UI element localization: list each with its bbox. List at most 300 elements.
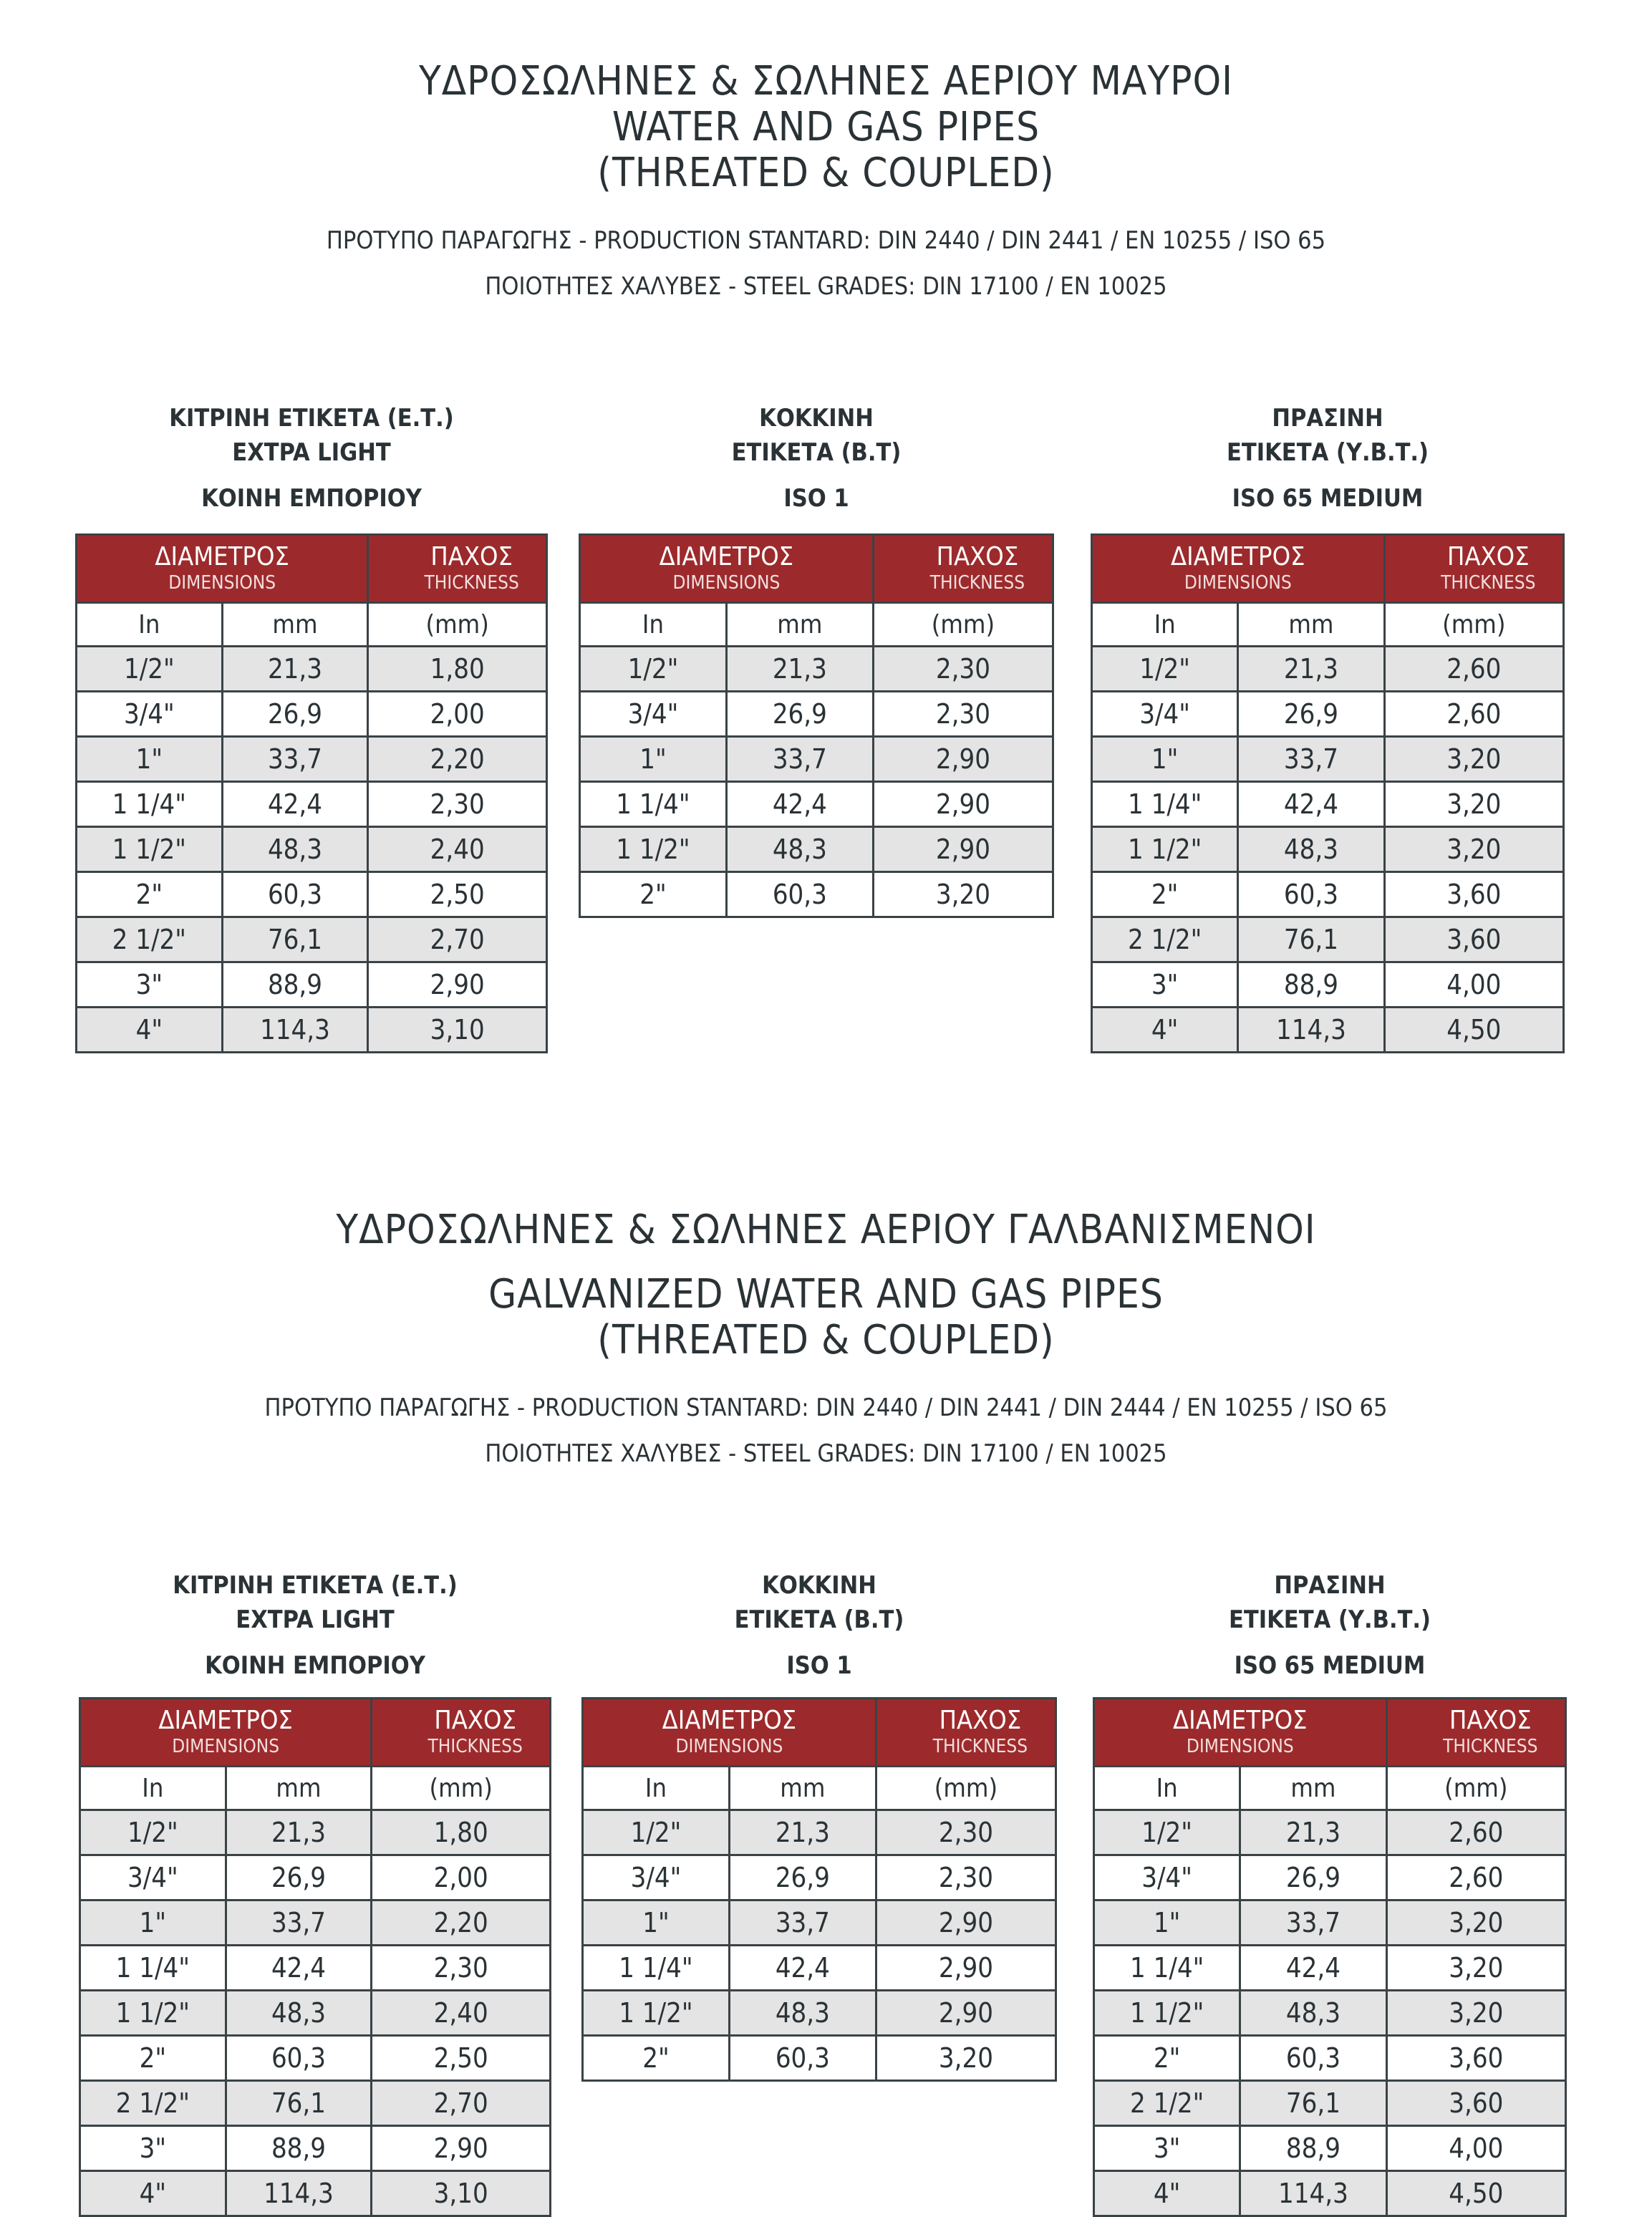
unit-thickness: (mm) bbox=[873, 603, 1053, 647]
size-inch: 3/4" bbox=[1094, 1855, 1240, 1900]
thickness-label-en: THICKNESS bbox=[1441, 572, 1536, 594]
outer-diameter-mm: 33,7 bbox=[729, 1900, 876, 1946]
heading-line-2: EXTPA LIGHT bbox=[232, 438, 391, 467]
spec-table-extra-light bbox=[75, 533, 548, 1053]
unit-mm: mm bbox=[1238, 603, 1384, 647]
table-row bbox=[80, 1946, 551, 1991]
size-inch: 3/4" bbox=[77, 692, 223, 737]
title-greek: ΥΔΡΟΣΩΛΗΝΕΣ & ΣΩΛΗΝΕΣ ΑΕΡΙΟΥ ΓΑΛΒΑΝΙΣΜΕΝΟΙ bbox=[336, 1207, 1316, 1253]
unit-thickness: (mm) bbox=[372, 1767, 551, 1810]
diameter-label-gr: ΔΙΑΜΕΤΡΟΣ bbox=[155, 542, 289, 571]
wall-thickness-mm: 2,20 bbox=[372, 1900, 551, 1946]
diameter-label-en: DIMENSIONS bbox=[172, 1736, 280, 1757]
production-standard: ΠΡΟΤΥΠΟ ΠΑΡΑΓΩΓΗΣ - PRODUCTION STANTARD: DIN 2440 / DIN 2441 / EN 10255 / ISO 65 bbox=[326, 226, 1326, 255]
wall-thickness-mm: 1,80 bbox=[368, 647, 547, 692]
outer-diameter-mm: 42,4 bbox=[726, 782, 873, 827]
size-inch: 1/2" bbox=[1092, 647, 1238, 692]
table-row bbox=[1092, 917, 1564, 962]
title-english: WATER AND GAS PIPES bbox=[612, 104, 1040, 150]
wall-thickness-mm: 3,60 bbox=[1386, 2036, 1565, 2081]
spec-table-iso1 bbox=[581, 1697, 1057, 2082]
table-heading-green bbox=[1091, 401, 1565, 516]
unit-inch: In bbox=[1092, 603, 1238, 647]
units-row bbox=[580, 603, 1053, 647]
unit-mm: mm bbox=[729, 1767, 876, 1810]
unit-mm: mm bbox=[222, 603, 368, 647]
title-note: (THREATED & COUPLED) bbox=[597, 1317, 1055, 1363]
outer-diameter-mm: 26,9 bbox=[1238, 692, 1384, 737]
diameter-label-en: DIMENSIONS bbox=[168, 572, 276, 594]
wall-thickness-mm: 2,30 bbox=[368, 782, 547, 827]
table-row bbox=[80, 2081, 551, 2126]
wall-thickness-mm: 2,90 bbox=[876, 1946, 1056, 1991]
wall-thickness-mm: 3,60 bbox=[1384, 872, 1563, 917]
wall-thickness-mm: 3,60 bbox=[1386, 2081, 1565, 2126]
table-row bbox=[1094, 2126, 1566, 2171]
outer-diameter-mm: 48,3 bbox=[729, 1991, 876, 2036]
size-inch: 1/2" bbox=[1094, 1810, 1240, 1855]
diameter-label-gr: ΔΙΑΜΕΤΡΟΣ bbox=[1173, 1706, 1308, 1735]
outer-diameter-mm: 76,1 bbox=[222, 917, 368, 962]
outer-diameter-mm: 114,3 bbox=[1238, 1008, 1384, 1053]
table-row bbox=[1094, 1855, 1566, 1900]
size-inch: 3" bbox=[1092, 962, 1238, 1008]
outer-diameter-mm: 33,7 bbox=[226, 1900, 372, 1946]
production-standard: ΠΡΟΤΥΠΟ ΠΑΡΑΓΩΓΗΣ - PRODUCTION STANTARD: DIN 2440 / DIN 2441 / DIN 2444 / EN 10255 / ISO 65 bbox=[264, 1394, 1388, 1422]
table-row bbox=[583, 1810, 1056, 1855]
heading-line-2: ΕΤΙΚΕΤΑ (Υ.Β.Τ.) bbox=[1228, 1605, 1431, 1634]
heading-line-3: ISO 1 bbox=[783, 484, 849, 513]
thickness-label-en: THICKNESS bbox=[1443, 1736, 1538, 1757]
units-row bbox=[583, 1767, 1056, 1810]
table-row bbox=[580, 692, 1053, 737]
size-inch: 3" bbox=[1094, 2126, 1240, 2171]
wall-thickness-mm: 2,00 bbox=[372, 1855, 551, 1900]
wall-thickness-mm: 3,20 bbox=[1384, 827, 1563, 872]
outer-diameter-mm: 21,3 bbox=[729, 1810, 876, 1855]
thickness-label-en: THICKNESS bbox=[424, 572, 519, 594]
unit-inch: In bbox=[1094, 1767, 1240, 1810]
outer-diameter-mm: 88,9 bbox=[1238, 962, 1384, 1008]
table-header-row bbox=[1092, 535, 1564, 603]
diameter-label-en: DIMENSIONS bbox=[1186, 1736, 1294, 1757]
wall-thickness-mm: 4,50 bbox=[1384, 1008, 1563, 1053]
diameter-label-en: DIMENSIONS bbox=[1184, 572, 1292, 594]
outer-diameter-mm: 42,4 bbox=[729, 1946, 876, 1991]
wall-thickness-mm: 3,20 bbox=[1384, 737, 1563, 782]
outer-diameter-mm: 26,9 bbox=[226, 1855, 372, 1900]
heading-line-2: ΕΤΙΚΕΤΑ (Υ.Β.Τ.) bbox=[1226, 438, 1429, 467]
units-row bbox=[80, 1767, 551, 1810]
outer-diameter-mm: 60,3 bbox=[1240, 2036, 1386, 2081]
wall-thickness-mm: 2,50 bbox=[372, 2036, 551, 2081]
table-row bbox=[77, 737, 547, 782]
thickness-label-gr: ΠΑΧΟΣ bbox=[936, 542, 1019, 571]
heading-line-2: ΕΤΙΚΕΤΑ (Β.Τ) bbox=[731, 438, 902, 467]
heading-line-3: ΚΟΙΝΗ ΕΜΠΟΡΙΟΥ bbox=[201, 484, 422, 513]
outer-diameter-mm: 60,3 bbox=[1238, 872, 1384, 917]
spec-table-iso1 bbox=[579, 533, 1054, 918]
outer-diameter-mm: 88,9 bbox=[226, 2126, 372, 2171]
section-title bbox=[0, 59, 1652, 196]
heading-line-1: ΚΙΤΡΙΝΗ ΕΤΙΚΕΤΑ (Ε.Τ.) bbox=[169, 404, 454, 433]
outer-diameter-mm: 42,4 bbox=[226, 1946, 372, 1991]
outer-diameter-mm: 21,3 bbox=[226, 1810, 372, 1855]
thickness-header bbox=[368, 535, 547, 603]
table-row bbox=[77, 962, 547, 1008]
outer-diameter-mm: 48,3 bbox=[1240, 1991, 1386, 2036]
size-inch: 1 1/4" bbox=[80, 1946, 226, 1991]
size-inch: 1/2" bbox=[583, 1810, 730, 1855]
table-row bbox=[1092, 962, 1564, 1008]
size-inch: 2" bbox=[580, 872, 727, 917]
outer-diameter-mm: 76,1 bbox=[1238, 917, 1384, 962]
outer-diameter-mm: 33,7 bbox=[1238, 737, 1384, 782]
unit-mm: mm bbox=[226, 1767, 372, 1810]
table-row bbox=[77, 917, 547, 962]
diameter-header bbox=[77, 535, 368, 603]
table-heading-green bbox=[1093, 1568, 1567, 1683]
size-inch: 2 1/2" bbox=[80, 2081, 226, 2126]
size-inch: 4" bbox=[1092, 1008, 1238, 1053]
size-inch: 1" bbox=[77, 737, 223, 782]
table-row bbox=[1092, 872, 1564, 917]
outer-diameter-mm: 26,9 bbox=[726, 692, 873, 737]
wall-thickness-mm: 3,20 bbox=[1384, 782, 1563, 827]
outer-diameter-mm: 60,3 bbox=[729, 2036, 876, 2081]
table-header-row bbox=[77, 535, 547, 603]
thickness-header bbox=[873, 535, 1053, 603]
wall-thickness-mm: 2,30 bbox=[873, 692, 1053, 737]
outer-diameter-mm: 114,3 bbox=[222, 1008, 368, 1053]
spec-table-extra-light bbox=[79, 1697, 551, 2217]
size-inch: 1/2" bbox=[77, 647, 223, 692]
diameter-header bbox=[580, 535, 874, 603]
outer-diameter-mm: 33,7 bbox=[1240, 1900, 1386, 1946]
wall-thickness-mm: 2,90 bbox=[372, 2126, 551, 2171]
wall-thickness-mm: 2,60 bbox=[1386, 1855, 1565, 1900]
table-row bbox=[77, 827, 547, 872]
outer-diameter-mm: 21,3 bbox=[726, 647, 873, 692]
outer-diameter-mm: 48,3 bbox=[1238, 827, 1384, 872]
size-inch: 4" bbox=[1094, 2171, 1240, 2216]
size-inch: 1 1/2" bbox=[1092, 827, 1238, 872]
size-inch: 1" bbox=[1094, 1900, 1240, 1946]
size-inch: 2" bbox=[1094, 2036, 1240, 2081]
table-row bbox=[583, 1855, 1056, 1900]
size-inch: 1" bbox=[580, 737, 727, 782]
size-inch: 3/4" bbox=[80, 1855, 226, 1900]
size-inch: 1 1/4" bbox=[583, 1946, 730, 1991]
outer-diameter-mm: 88,9 bbox=[222, 962, 368, 1008]
unit-inch: In bbox=[80, 1767, 226, 1810]
table-row bbox=[80, 1810, 551, 1855]
thickness-header bbox=[372, 1699, 551, 1767]
outer-diameter-mm: 48,3 bbox=[726, 827, 873, 872]
size-inch: 1 1/2" bbox=[1094, 1991, 1240, 2036]
size-inch: 4" bbox=[77, 1008, 223, 1053]
table-row bbox=[80, 1855, 551, 1900]
wall-thickness-mm: 2,70 bbox=[372, 2081, 551, 2126]
wall-thickness-mm: 3,20 bbox=[1386, 1991, 1565, 2036]
unit-inch: In bbox=[580, 603, 727, 647]
spec-table-iso65-medium bbox=[1091, 533, 1565, 1053]
size-inch: 2 1/2" bbox=[77, 917, 223, 962]
outer-diameter-mm: 48,3 bbox=[226, 1991, 372, 2036]
table-row bbox=[583, 1900, 1056, 1946]
wall-thickness-mm: 4,00 bbox=[1384, 962, 1563, 1008]
wall-thickness-mm: 4,50 bbox=[1386, 2171, 1565, 2216]
wall-thickness-mm: 2,60 bbox=[1384, 647, 1563, 692]
size-inch: 4" bbox=[80, 2171, 226, 2216]
table-row bbox=[1092, 1008, 1564, 1053]
outer-diameter-mm: 48,3 bbox=[222, 827, 368, 872]
size-inch: 2" bbox=[583, 2036, 730, 2081]
size-inch: 1" bbox=[80, 1900, 226, 1946]
table-row bbox=[80, 2126, 551, 2171]
thickness-label-en: THICKNESS bbox=[932, 1736, 1028, 1757]
size-inch: 3" bbox=[77, 962, 223, 1008]
wall-thickness-mm: 3,10 bbox=[372, 2171, 551, 2216]
wall-thickness-mm: 2,90 bbox=[873, 737, 1053, 782]
wall-thickness-mm: 2,30 bbox=[873, 647, 1053, 692]
table-row bbox=[80, 2036, 551, 2081]
wall-thickness-mm: 2,30 bbox=[372, 1946, 551, 1991]
units-row bbox=[77, 603, 547, 647]
diameter-label-gr: ΔΙΑΜΕΤΡΟΣ bbox=[1171, 542, 1305, 571]
table-row bbox=[77, 692, 547, 737]
table-row bbox=[583, 1991, 1056, 2036]
wall-thickness-mm: 3,60 bbox=[1384, 917, 1563, 962]
outer-diameter-mm: 114,3 bbox=[1240, 2171, 1386, 2216]
thickness-label-gr: ΠΑΧΟΣ bbox=[939, 1706, 1022, 1735]
title-english: GALVANIZED WATER AND GAS PIPES bbox=[488, 1271, 1164, 1318]
size-inch: 3/4" bbox=[1092, 692, 1238, 737]
unit-thickness: (mm) bbox=[1384, 603, 1563, 647]
wall-thickness-mm: 2,70 bbox=[368, 917, 547, 962]
size-inch: 2" bbox=[77, 872, 223, 917]
table-row bbox=[80, 1900, 551, 1946]
wall-thickness-mm: 3,10 bbox=[368, 1008, 547, 1053]
wall-thickness-mm: 2,90 bbox=[876, 1900, 1056, 1946]
table-row bbox=[77, 1008, 547, 1053]
thickness-label-gr: ΠΑΧΟΣ bbox=[434, 1706, 516, 1735]
diameter-header bbox=[583, 1699, 876, 1767]
table-row bbox=[1094, 1946, 1566, 1991]
units-row bbox=[1092, 603, 1564, 647]
diameter-label-en: DIMENSIONS bbox=[672, 572, 781, 594]
thickness-label-en: THICKNESS bbox=[428, 1736, 523, 1757]
size-inch: 3/4" bbox=[583, 1855, 730, 1900]
size-inch: 1" bbox=[1092, 737, 1238, 782]
outer-diameter-mm: 42,4 bbox=[222, 782, 368, 827]
wall-thickness-mm: 2,40 bbox=[368, 827, 547, 872]
heading-line-1: ΚΟΚΚΙΝΗ bbox=[762, 1571, 876, 1600]
heading-line-2: ΕΤΙΚΕΤΑ (Β.Τ) bbox=[734, 1605, 904, 1634]
thickness-label-en: THICKNESS bbox=[929, 572, 1025, 594]
table-row bbox=[1092, 827, 1564, 872]
table-row bbox=[1092, 692, 1564, 737]
size-inch: 1 1/4" bbox=[77, 782, 223, 827]
size-inch: 1 1/2" bbox=[77, 827, 223, 872]
table-row bbox=[580, 782, 1053, 827]
table-row bbox=[580, 872, 1053, 917]
diameter-header bbox=[1094, 1699, 1387, 1767]
diameter-label-gr: ΔΙΑΜΕΤΡΟΣ bbox=[158, 1706, 293, 1735]
table-row bbox=[583, 2036, 1056, 2081]
heading-line-3: ISO 65 MEDIUM bbox=[1234, 1651, 1426, 1680]
thickness-header bbox=[876, 1699, 1056, 1767]
table-row bbox=[77, 872, 547, 917]
heading-line-3: ΚΟΙΝΗ ΕΜΠΟΡΙΟΥ bbox=[205, 1651, 425, 1680]
heading-line-1: ΠΡΑΣΙΝΗ bbox=[1272, 404, 1383, 433]
table-row bbox=[80, 1991, 551, 2036]
outer-diameter-mm: 21,3 bbox=[1238, 647, 1384, 692]
size-inch: 1 1/2" bbox=[580, 827, 727, 872]
table-row bbox=[77, 647, 547, 692]
table-heading-yellow bbox=[75, 401, 548, 516]
size-inch: 2" bbox=[80, 2036, 226, 2081]
wall-thickness-mm: 2,50 bbox=[368, 872, 547, 917]
table-row bbox=[580, 827, 1053, 872]
wall-thickness-mm: 2,90 bbox=[368, 962, 547, 1008]
outer-diameter-mm: 33,7 bbox=[222, 737, 368, 782]
table-row bbox=[1094, 2171, 1566, 2216]
outer-diameter-mm: 76,1 bbox=[226, 2081, 372, 2126]
wall-thickness-mm: 2,60 bbox=[1386, 1810, 1565, 1855]
heading-line-3: ISO 1 bbox=[786, 1651, 852, 1680]
outer-diameter-mm: 88,9 bbox=[1240, 2126, 1386, 2171]
wall-thickness-mm: 1,80 bbox=[372, 1810, 551, 1855]
table-row bbox=[1094, 1900, 1566, 1946]
wall-thickness-mm: 3,20 bbox=[1386, 1946, 1565, 1991]
outer-diameter-mm: 60,3 bbox=[222, 872, 368, 917]
table-header-row bbox=[583, 1699, 1056, 1767]
table-row bbox=[1092, 737, 1564, 782]
diameter-header bbox=[1092, 535, 1385, 603]
spec-table-iso65-medium bbox=[1093, 1697, 1567, 2217]
size-inch: 1/2" bbox=[580, 647, 727, 692]
outer-diameter-mm: 42,4 bbox=[1238, 782, 1384, 827]
outer-diameter-mm: 26,9 bbox=[222, 692, 368, 737]
table-header-row bbox=[580, 535, 1053, 603]
unit-inch: In bbox=[77, 603, 223, 647]
table-row bbox=[80, 2171, 551, 2216]
outer-diameter-mm: 33,7 bbox=[726, 737, 873, 782]
diameter-label-gr: ΔΙΑΜΕΤΡΟΣ bbox=[659, 542, 794, 571]
outer-diameter-mm: 60,3 bbox=[726, 872, 873, 917]
unit-thickness: (mm) bbox=[876, 1767, 1056, 1810]
thickness-header bbox=[1386, 1699, 1565, 1767]
title-note: (THREATED & COUPLED) bbox=[597, 150, 1055, 196]
heading-line-2: EXTPA LIGHT bbox=[236, 1605, 395, 1634]
thickness-label-gr: ΠΑΧΟΣ bbox=[1449, 1706, 1532, 1735]
size-inch: 1 1/4" bbox=[1092, 782, 1238, 827]
wall-thickness-mm: 2,00 bbox=[368, 692, 547, 737]
table-row bbox=[1094, 1810, 1566, 1855]
table-row bbox=[1094, 2036, 1566, 2081]
size-inch: 1 1/4" bbox=[580, 782, 727, 827]
wall-thickness-mm: 3,20 bbox=[876, 2036, 1056, 2081]
table-row bbox=[77, 782, 547, 827]
table-row bbox=[580, 737, 1053, 782]
diameter-header bbox=[80, 1699, 372, 1767]
outer-diameter-mm: 76,1 bbox=[1240, 2081, 1386, 2126]
unit-mm: mm bbox=[1240, 1767, 1386, 1810]
wall-thickness-mm: 4,00 bbox=[1386, 2126, 1565, 2171]
size-inch: 1 1/4" bbox=[1094, 1946, 1240, 1991]
size-inch: 1 1/2" bbox=[583, 1991, 730, 2036]
table-header-row bbox=[80, 1699, 551, 1767]
table-header-row bbox=[1094, 1699, 1566, 1767]
size-inch: 1" bbox=[583, 1900, 730, 1946]
unit-thickness: (mm) bbox=[368, 603, 547, 647]
wall-thickness-mm: 2,90 bbox=[876, 1991, 1056, 2036]
thickness-header bbox=[1384, 535, 1563, 603]
outer-diameter-mm: 26,9 bbox=[1240, 1855, 1386, 1900]
thickness-label-gr: ΠΑΧΟΣ bbox=[1446, 542, 1530, 571]
outer-diameter-mm: 42,4 bbox=[1240, 1946, 1386, 1991]
table-row bbox=[583, 1946, 1056, 1991]
steel-grades: ΠΟΙΟΤΗΤΕΣ ΧΑΛΥΒΕΣ - STEEL GRADES: DIN 17100 / EN 10025 bbox=[485, 272, 1167, 301]
outer-diameter-mm: 21,3 bbox=[222, 647, 368, 692]
units-row bbox=[1094, 1767, 1566, 1810]
title-greek: ΥΔΡΟΣΩΛΗΝΕΣ & ΣΩΛΗΝΕΣ ΑΕΡΙΟΥ ΜΑΥΡΟΙ bbox=[418, 58, 1234, 105]
table-row bbox=[1094, 2081, 1566, 2126]
outer-diameter-mm: 60,3 bbox=[226, 2036, 372, 2081]
wall-thickness-mm: 2,30 bbox=[876, 1810, 1056, 1855]
table-heading-yellow bbox=[79, 1568, 551, 1683]
wall-thickness-mm: 2,90 bbox=[873, 782, 1053, 827]
wall-thickness-mm: 2,20 bbox=[368, 737, 547, 782]
size-inch: 2 1/2" bbox=[1094, 2081, 1240, 2126]
table-row bbox=[1092, 782, 1564, 827]
unit-inch: In bbox=[583, 1767, 730, 1810]
wall-thickness-mm: 3,20 bbox=[873, 872, 1053, 917]
size-inch: 2 1/2" bbox=[1092, 917, 1238, 962]
heading-line-3: ISO 65 MEDIUM bbox=[1232, 484, 1424, 513]
table-row bbox=[580, 647, 1053, 692]
size-inch: 1/2" bbox=[80, 1810, 226, 1855]
outer-diameter-mm: 21,3 bbox=[1240, 1810, 1386, 1855]
steel-grades: ΠΟΙΟΤΗΤΕΣ ΧΑΛΥΒΕΣ - STEEL GRADES: DIN 17100 / EN 10025 bbox=[485, 1439, 1167, 1468]
section-title bbox=[0, 1207, 1652, 1363]
heading-line-1: ΚΙΤΡΙΝΗ ΕΤΙΚΕΤΑ (Ε.Τ.) bbox=[173, 1571, 458, 1600]
table-row bbox=[1092, 647, 1564, 692]
diameter-label-en: DIMENSIONS bbox=[675, 1736, 783, 1757]
wall-thickness-mm: 3,20 bbox=[1386, 1900, 1565, 1946]
table-heading-red bbox=[581, 1568, 1057, 1683]
outer-diameter-mm: 114,3 bbox=[226, 2171, 372, 2216]
diameter-label-gr: ΔΙΑΜΕΤΡΟΣ bbox=[662, 1706, 797, 1735]
wall-thickness-mm: 2,30 bbox=[876, 1855, 1056, 1900]
size-inch: 3" bbox=[80, 2126, 226, 2171]
wall-thickness-mm: 2,40 bbox=[372, 1991, 551, 2036]
wall-thickness-mm: 2,60 bbox=[1384, 692, 1563, 737]
heading-line-1: ΚΟΚΚΙΝΗ bbox=[759, 404, 874, 433]
size-inch: 1 1/2" bbox=[80, 1991, 226, 2036]
unit-mm: mm bbox=[726, 603, 873, 647]
unit-thickness: (mm) bbox=[1386, 1767, 1565, 1810]
wall-thickness-mm: 2,90 bbox=[873, 827, 1053, 872]
size-inch: 2" bbox=[1092, 872, 1238, 917]
outer-diameter-mm: 26,9 bbox=[729, 1855, 876, 1900]
table-heading-red bbox=[579, 401, 1054, 516]
heading-line-1: ΠΡΑΣΙΝΗ bbox=[1274, 1571, 1386, 1600]
size-inch: 3/4" bbox=[580, 692, 727, 737]
table-row bbox=[1094, 1991, 1566, 2036]
thickness-label-gr: ΠΑΧΟΣ bbox=[430, 542, 513, 571]
